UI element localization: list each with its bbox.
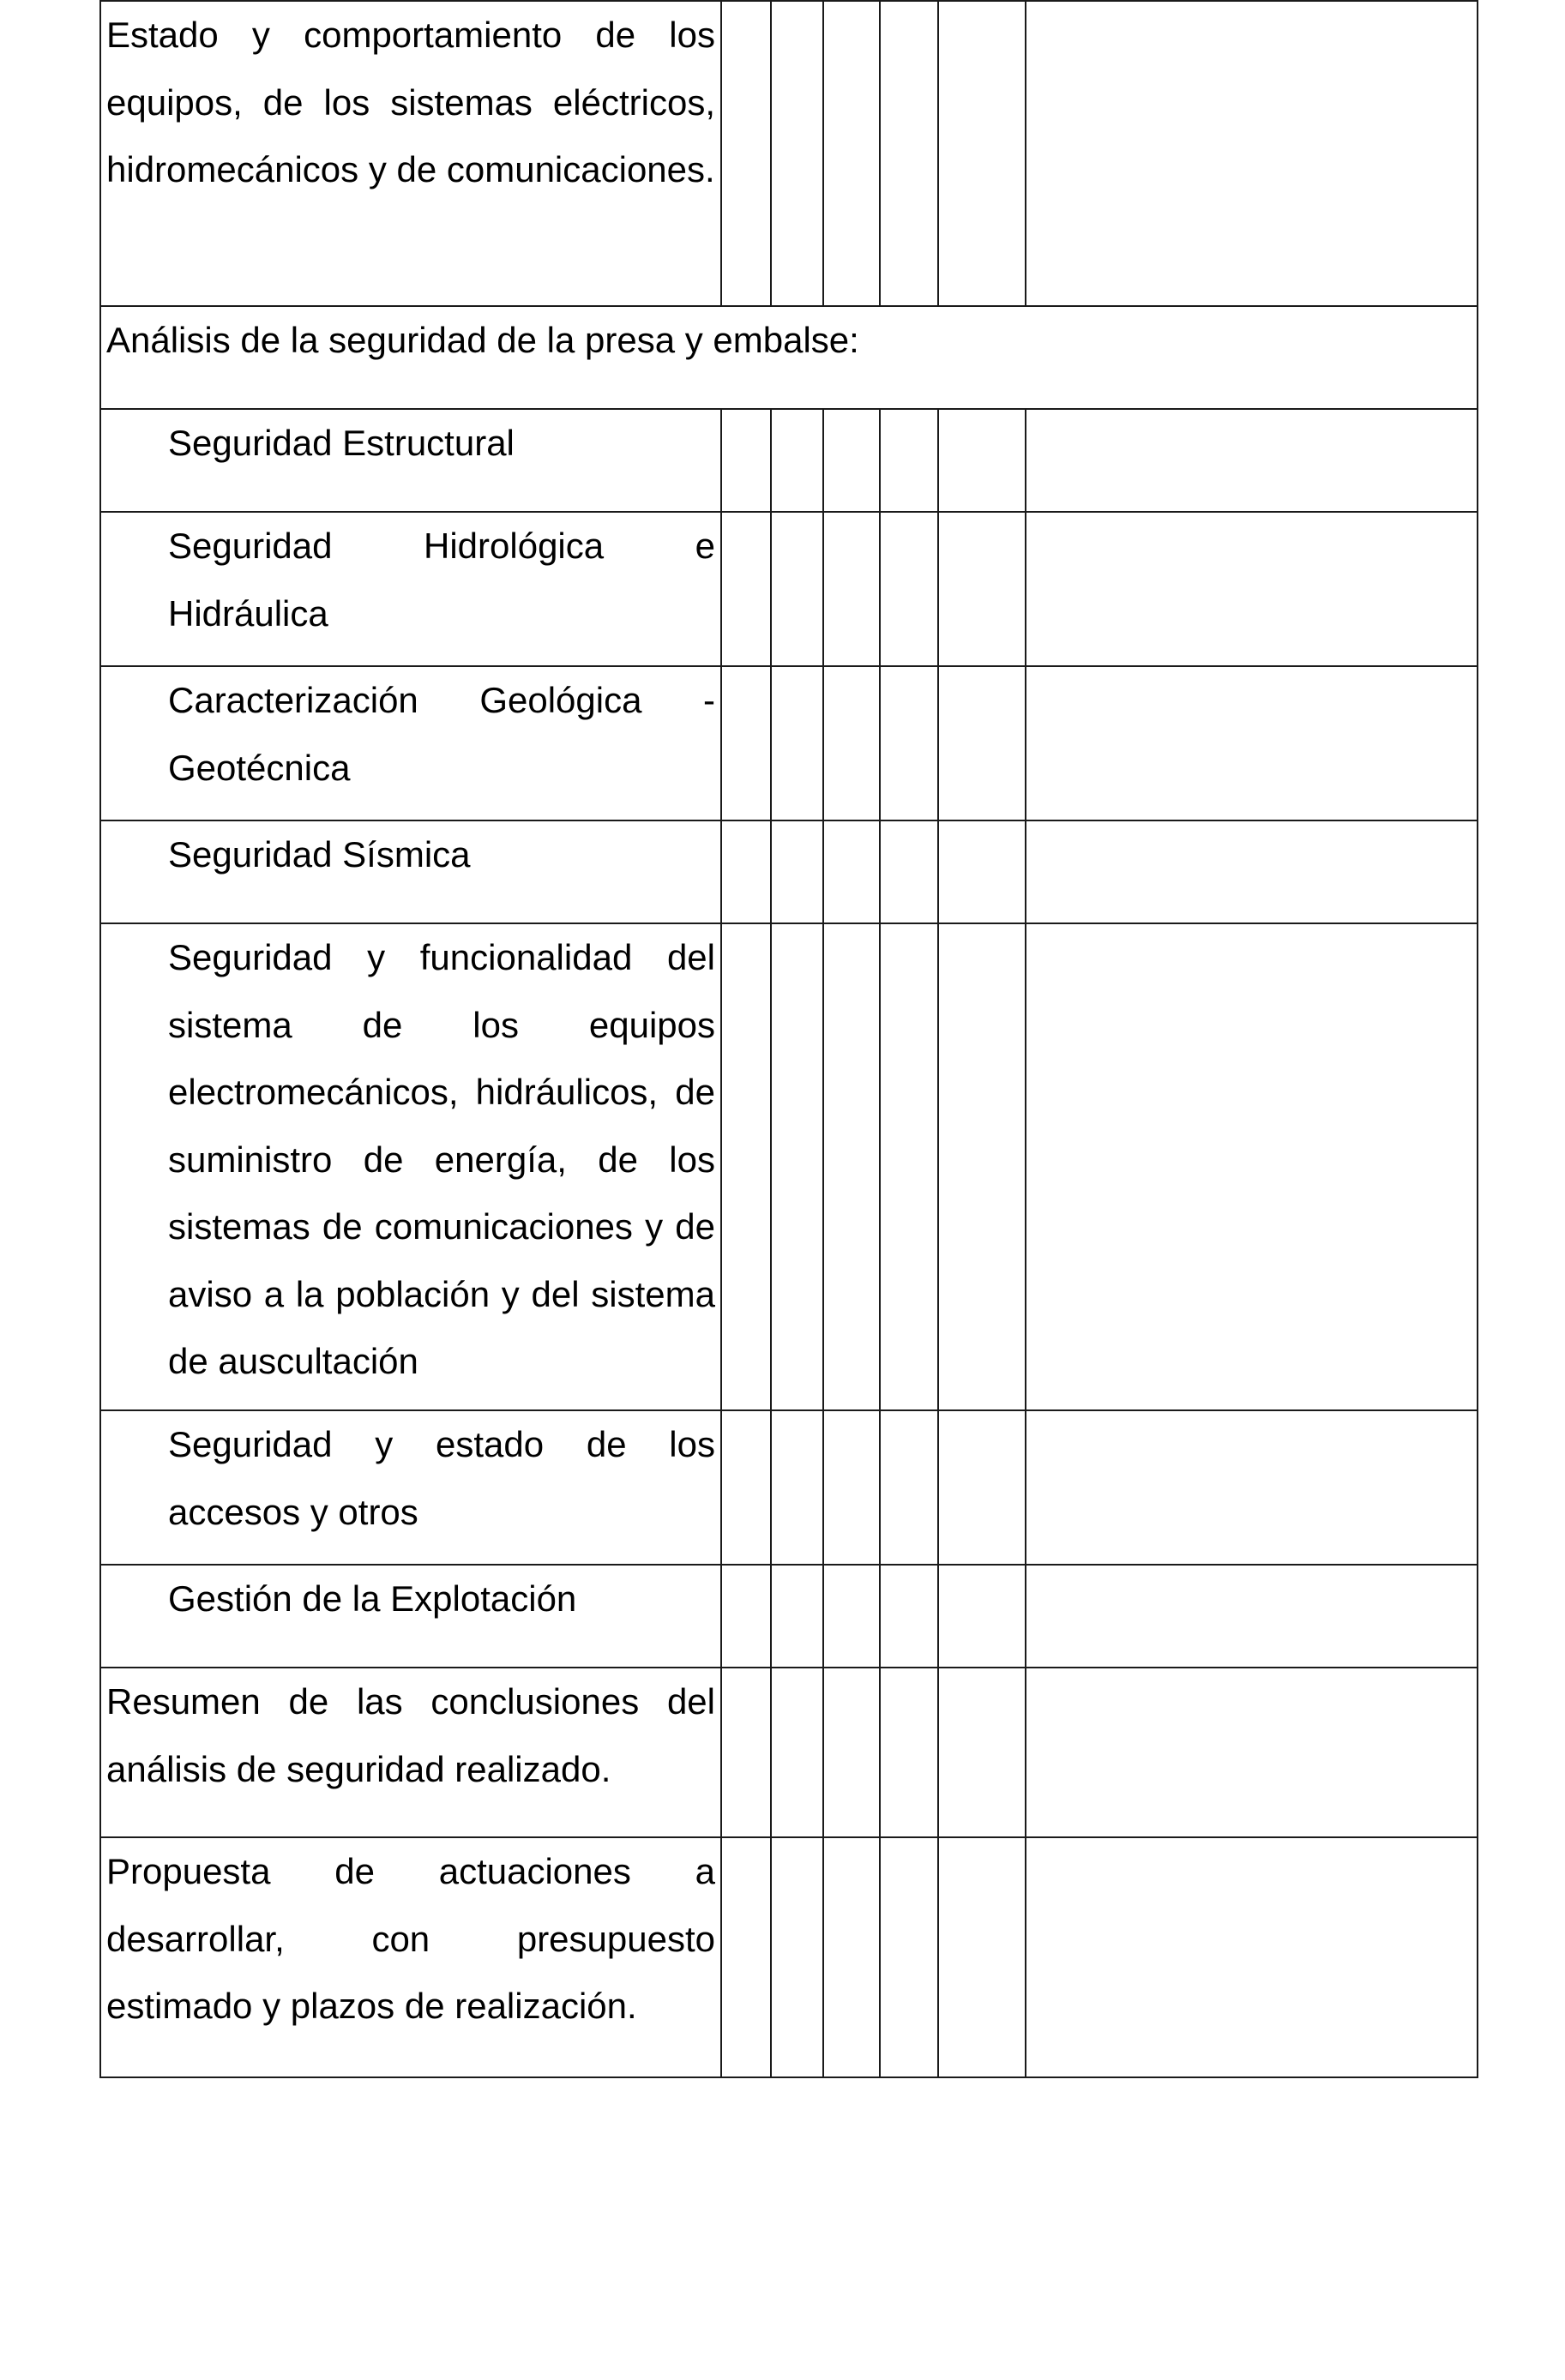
table-row	[100, 1, 1478, 306]
remarks-cell	[1026, 1410, 1478, 1565]
check-cell	[721, 512, 771, 666]
check-cell	[938, 1, 1026, 306]
check-cell	[721, 1565, 771, 1668]
remarks-cell	[1026, 1668, 1478, 1837]
item-cell	[100, 1668, 721, 1837]
table-row	[100, 666, 1478, 820]
check-cell	[938, 409, 1026, 512]
section-heading-text: Análisis de la seguridad de la presa y embalse:	[106, 320, 859, 360]
check-cell	[823, 666, 880, 820]
check-cell	[823, 409, 880, 512]
table-row	[100, 306, 1478, 409]
item-text: Seguridad Estructural	[168, 423, 515, 463]
check-cell	[823, 1668, 880, 1837]
item-text: Seguridad y funcionalidad del sistema de los equipos electromecánicos, hidráulicos, de suministro de energía, de los sistemas de comunicaciones y de aviso a la población y del sistema de auscultación	[168, 937, 715, 1381]
remarks-cell	[1026, 1, 1478, 306]
check-cell	[771, 1668, 823, 1837]
table-row	[100, 512, 1478, 666]
check-cell	[823, 820, 880, 923]
checklist-table	[99, 0, 1478, 2078]
check-cell	[771, 820, 823, 923]
check-cell	[771, 666, 823, 820]
check-cell	[771, 923, 823, 1410]
check-cell	[938, 820, 1026, 923]
item-text: Seguridad y estado de los accesos y otros	[168, 1424, 715, 1532]
item-text: Gestión de la Explotación	[168, 1578, 577, 1619]
check-cell	[771, 1837, 823, 2077]
item-text: Seguridad Hidrológica e Hidráulica	[168, 526, 715, 634]
check-cell	[880, 1668, 938, 1837]
check-cell	[823, 1410, 880, 1565]
check-cell	[880, 923, 938, 1410]
check-cell	[771, 409, 823, 512]
check-cell	[880, 666, 938, 820]
item-cell	[100, 1410, 721, 1565]
check-cell	[823, 512, 880, 666]
check-cell	[721, 666, 771, 820]
remarks-cell	[1026, 1837, 1478, 2077]
check-cell	[938, 512, 1026, 666]
check-cell	[938, 666, 1026, 820]
check-cell	[880, 512, 938, 666]
check-cell	[721, 820, 771, 923]
item-cell	[100, 1565, 721, 1668]
item-cell	[100, 666, 721, 820]
section-heading-cell	[100, 306, 1478, 409]
item-cell	[100, 1837, 721, 2077]
check-cell	[721, 1410, 771, 1565]
check-cell	[721, 1837, 771, 2077]
check-cell	[823, 1, 880, 306]
item-text: Caracterización Geológica - Geotécnica	[168, 680, 715, 788]
remarks-cell	[1026, 1565, 1478, 1668]
remarks-cell	[1026, 409, 1478, 512]
check-cell	[823, 1565, 880, 1668]
item-cell	[100, 820, 721, 923]
item-text: Seguridad Sísmica	[168, 834, 471, 874]
item-cell	[100, 512, 721, 666]
check-cell	[880, 1, 938, 306]
check-cell	[823, 1837, 880, 2077]
item-cell	[100, 923, 721, 1410]
table-row	[100, 923, 1478, 1410]
table-row	[100, 1565, 1478, 1668]
remarks-cell	[1026, 666, 1478, 820]
table-row	[100, 1837, 1478, 2077]
check-cell	[721, 1668, 771, 1837]
check-cell	[880, 409, 938, 512]
remarks-cell	[1026, 923, 1478, 1410]
item-cell	[100, 409, 721, 512]
item-text: Propuesta de actuaciones a desarrollar, con presupuesto estimado y plazos de realización.	[106, 1851, 715, 2026]
check-cell	[938, 1837, 1026, 2077]
table-row	[100, 1668, 1478, 1837]
table-row	[100, 1410, 1478, 1565]
remarks-cell	[1026, 512, 1478, 666]
check-cell	[938, 923, 1026, 1410]
check-cell	[880, 1837, 938, 2077]
table-row	[100, 409, 1478, 512]
check-cell	[938, 1668, 1026, 1837]
check-cell	[771, 512, 823, 666]
check-cell	[938, 1565, 1026, 1668]
check-cell	[721, 409, 771, 512]
item-text: Estado y comportamiento de los equipos, de los sistemas eléctricos, hidromecánicos y de comunicaciones.	[106, 15, 715, 189]
check-cell	[880, 1565, 938, 1668]
check-cell	[938, 1410, 1026, 1565]
check-cell	[771, 1, 823, 306]
check-cell	[721, 923, 771, 1410]
check-cell	[771, 1565, 823, 1668]
check-cell	[771, 1410, 823, 1565]
remarks-cell	[1026, 820, 1478, 923]
table-row	[100, 820, 1478, 923]
check-cell	[880, 820, 938, 923]
check-cell	[823, 923, 880, 1410]
item-text: Resumen de las conclusiones del análisis de seguridad realizado.	[106, 1681, 715, 1789]
check-cell	[721, 1, 771, 306]
check-cell	[880, 1410, 938, 1565]
item-cell	[100, 1, 721, 306]
